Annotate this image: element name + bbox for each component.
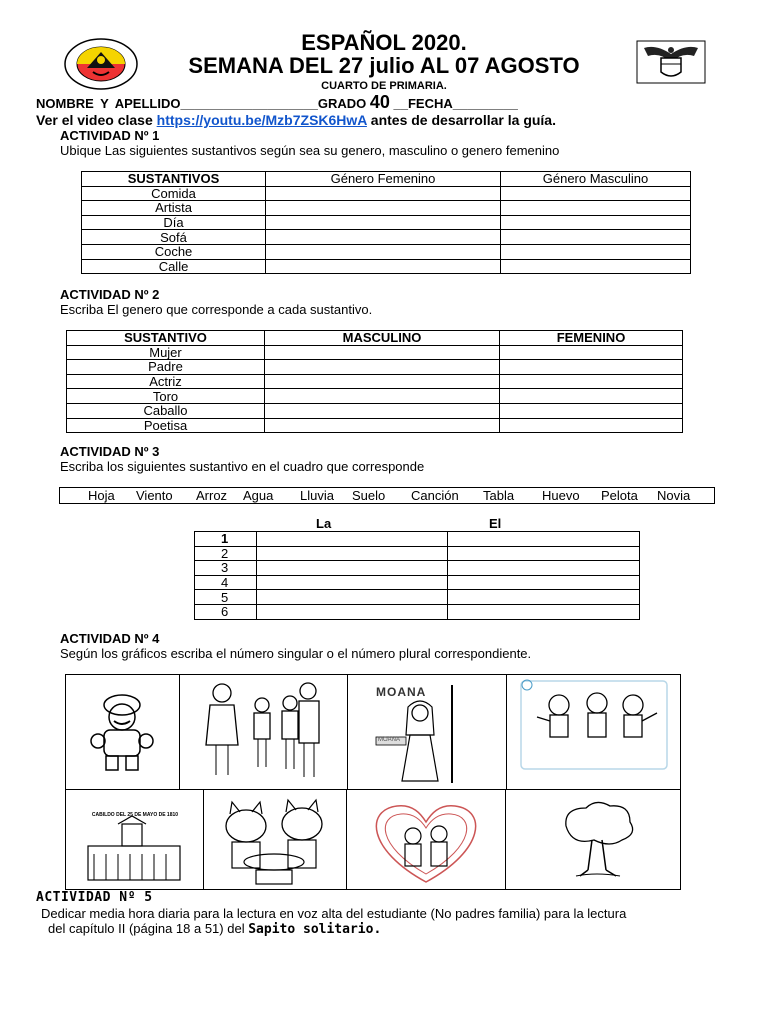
act1-answer-cell[interactable] bbox=[266, 244, 501, 259]
act1-answer-cell[interactable] bbox=[501, 186, 691, 201]
act4-title: ACTIVIDAD Nº 4 bbox=[60, 631, 160, 646]
act2-instruction: Escriba El genero que corresponde a cada sustantivo. bbox=[60, 302, 373, 317]
picture-cell-cabildo bbox=[66, 790, 204, 889]
children-icon bbox=[507, 675, 680, 789]
act2-answer-cell[interactable] bbox=[500, 403, 683, 418]
act1-answer-cell[interactable] bbox=[266, 215, 501, 230]
word-bank-item: Viento bbox=[136, 488, 173, 503]
act5-title: ACTIVIDAD Nº 5 bbox=[36, 890, 153, 905]
act3-el-cell[interactable] bbox=[448, 604, 640, 619]
act2-title: ACTIVIDAD Nº 2 bbox=[60, 287, 160, 302]
act3-el-cell[interactable] bbox=[448, 546, 640, 561]
couple-heart-icon bbox=[347, 790, 505, 889]
moana-small-label: MOANA bbox=[378, 737, 401, 743]
moana-icon bbox=[348, 675, 506, 789]
act1-instruction: Ubique Las siguientes sustantivos según sea su genero, masculino o genero femenino bbox=[60, 143, 560, 158]
tree-icon bbox=[506, 790, 680, 889]
word-bank-item: Novia bbox=[657, 488, 691, 503]
video-suffix: antes de desarrollar la guía. bbox=[370, 112, 556, 128]
act1-noun: Coche bbox=[82, 244, 266, 259]
act2-answer-cell[interactable] bbox=[265, 360, 500, 375]
act4-picture-grid bbox=[65, 674, 681, 890]
hello-kitty-icon bbox=[204, 790, 346, 889]
act1-table bbox=[81, 171, 691, 274]
picture-cell-moana bbox=[348, 675, 507, 790]
act2-answer-cell[interactable] bbox=[265, 418, 500, 433]
subtitle: CUARTO DE PRIMARIA. bbox=[321, 80, 447, 92]
act3-la-cell[interactable] bbox=[257, 532, 448, 547]
picture-cell-tree bbox=[506, 790, 680, 889]
act2-noun: Caballo bbox=[67, 403, 265, 418]
act2-noun: Toro bbox=[67, 389, 265, 404]
word-bank-item: Lluvia bbox=[300, 488, 334, 503]
act1-noun: Sofá bbox=[82, 230, 266, 245]
act2-answer-cell[interactable] bbox=[500, 418, 683, 433]
act1-answer-cell[interactable] bbox=[501, 259, 691, 274]
name-blank[interactable]: ___________________ bbox=[180, 96, 318, 111]
picture-cell-family bbox=[180, 675, 348, 790]
video-prefix: Ver el video clase bbox=[36, 112, 153, 128]
word-bank-item: Canción bbox=[411, 488, 459, 503]
word-bank-item: Hoja bbox=[88, 488, 115, 503]
act1-answer-cell[interactable] bbox=[266, 259, 501, 274]
act2-answer-cell[interactable] bbox=[500, 389, 683, 404]
act1-title: ACTIVIDAD Nº 1 bbox=[60, 128, 160, 143]
act3-row-number: 3 bbox=[195, 561, 257, 576]
act3-row-number: 2 bbox=[195, 546, 257, 561]
act1-noun: Comida bbox=[82, 186, 266, 201]
act3-el-cell[interactable] bbox=[448, 575, 640, 590]
act2-header-2: FEMENINO bbox=[500, 331, 683, 346]
name-line bbox=[36, 92, 518, 113]
act3-table bbox=[194, 531, 640, 620]
act1-answer-cell[interactable] bbox=[501, 230, 691, 245]
act3-la-cell[interactable] bbox=[257, 575, 448, 590]
picture-cell-couple bbox=[347, 790, 506, 889]
act1-answer-cell[interactable] bbox=[501, 215, 691, 230]
word-bank-item: Arroz bbox=[196, 488, 228, 503]
picture-cell-hello-kitty bbox=[204, 790, 347, 889]
word-bank-item: Suelo bbox=[352, 488, 386, 503]
act3-row-number: 6 bbox=[195, 604, 257, 619]
family-icon bbox=[180, 675, 347, 789]
name-label: NOMBRE Y APELLIDO bbox=[36, 96, 181, 111]
act2-noun: Actriz bbox=[67, 374, 265, 389]
act1-answer-cell[interactable] bbox=[266, 186, 501, 201]
act3-row-number: 4 bbox=[195, 575, 257, 590]
act2-answer-cell[interactable] bbox=[500, 360, 683, 375]
act5-line-2 bbox=[48, 921, 381, 937]
act3-row-number: 5 bbox=[195, 590, 257, 605]
act2-noun: Poetisa bbox=[67, 418, 265, 433]
act2-answer-cell[interactable] bbox=[265, 374, 500, 389]
act2-header-0: SUSTANTIVO bbox=[67, 331, 265, 346]
act1-header-1: Género Femenino bbox=[266, 172, 501, 187]
picture-cell-mario bbox=[66, 675, 180, 790]
act1-noun: Día bbox=[82, 215, 266, 230]
word-bank-item: Huevo bbox=[542, 488, 580, 503]
act1-header-0: SUSTANTIVOS bbox=[82, 172, 266, 187]
video-link[interactable]: https://youtu.be/Mzb7ZSK6HwA bbox=[156, 112, 367, 128]
act3-el-cell[interactable] bbox=[448, 561, 640, 576]
act3-col-la: La bbox=[316, 516, 332, 531]
act1-answer-cell[interactable] bbox=[266, 230, 501, 245]
word-bank-item: Tabla bbox=[483, 488, 515, 503]
act3-instruction: Escriba los siguientes sustantivo en el cuadro que corresponde bbox=[60, 459, 425, 474]
act2-noun: Padre bbox=[67, 360, 265, 375]
date-blank-pre: __ bbox=[393, 96, 408, 111]
moana-title: MOANA bbox=[376, 685, 427, 699]
video-line bbox=[36, 112, 556, 128]
cabildo-caption: CABILDO DEL 25 DE MAYO DE 1810 bbox=[91, 812, 179, 818]
act1-noun: Artista bbox=[82, 201, 266, 216]
act1-noun: Calle bbox=[82, 259, 266, 274]
act3-title: ACTIVIDAD Nº 3 bbox=[60, 444, 160, 459]
grade-value: 40 bbox=[369, 92, 390, 112]
act2-noun: Mujer bbox=[67, 345, 265, 360]
mario-icon bbox=[66, 675, 179, 789]
picture-cell-children bbox=[507, 675, 680, 790]
cabildo-building-icon bbox=[66, 790, 203, 889]
act3-la-cell[interactable] bbox=[257, 590, 448, 605]
act3-el-cell[interactable] bbox=[448, 532, 640, 547]
act5-line-2-prefix: del capítulo II (página 18 a 51) del bbox=[48, 921, 245, 936]
act2-answer-cell[interactable] bbox=[265, 345, 500, 360]
act1-header-2: Género Masculino bbox=[501, 172, 691, 187]
grade-label: GRADO bbox=[317, 96, 367, 111]
act3-la-cell[interactable] bbox=[257, 546, 448, 561]
act2-header-1: MASCULINO bbox=[265, 331, 500, 346]
act3-la-cell[interactable] bbox=[257, 561, 448, 576]
word-bank-item: Pelota bbox=[601, 488, 638, 503]
act1-answer-cell[interactable] bbox=[266, 201, 501, 216]
act1-answer-cell[interactable] bbox=[501, 201, 691, 216]
title-line-1: ESPAÑOL 2020. bbox=[301, 30, 467, 55]
date-blank[interactable]: _________ bbox=[452, 96, 518, 111]
act3-word-bank bbox=[59, 487, 715, 504]
act5-book-title: Sapito solitario. bbox=[248, 922, 382, 937]
word-bank-item: Agua bbox=[243, 488, 274, 503]
act2-answer-cell[interactable] bbox=[500, 345, 683, 360]
act3-el-cell[interactable] bbox=[448, 590, 640, 605]
act3-row-number: 1 bbox=[195, 532, 257, 547]
act3-col-el: El bbox=[489, 516, 502, 531]
act3-la-cell[interactable] bbox=[257, 604, 448, 619]
act2-table bbox=[66, 330, 683, 433]
act2-answer-cell[interactable] bbox=[265, 389, 500, 404]
date-label: FECHA bbox=[407, 96, 453, 111]
act4-instruction: Según los gráficos escriba el número singular o el número plural correspondiente. bbox=[60, 646, 532, 661]
act2-answer-cell[interactable] bbox=[265, 403, 500, 418]
act1-answer-cell[interactable] bbox=[501, 244, 691, 259]
title-line-2: SEMANA DEL 27 julio AL 07 AGOSTO bbox=[188, 53, 580, 78]
act2-answer-cell[interactable] bbox=[500, 374, 683, 389]
act5-line-1: Dedicar media hora diaria para la lectura en voz alta del estudiante (No padres familia) para la lectura bbox=[41, 906, 627, 921]
